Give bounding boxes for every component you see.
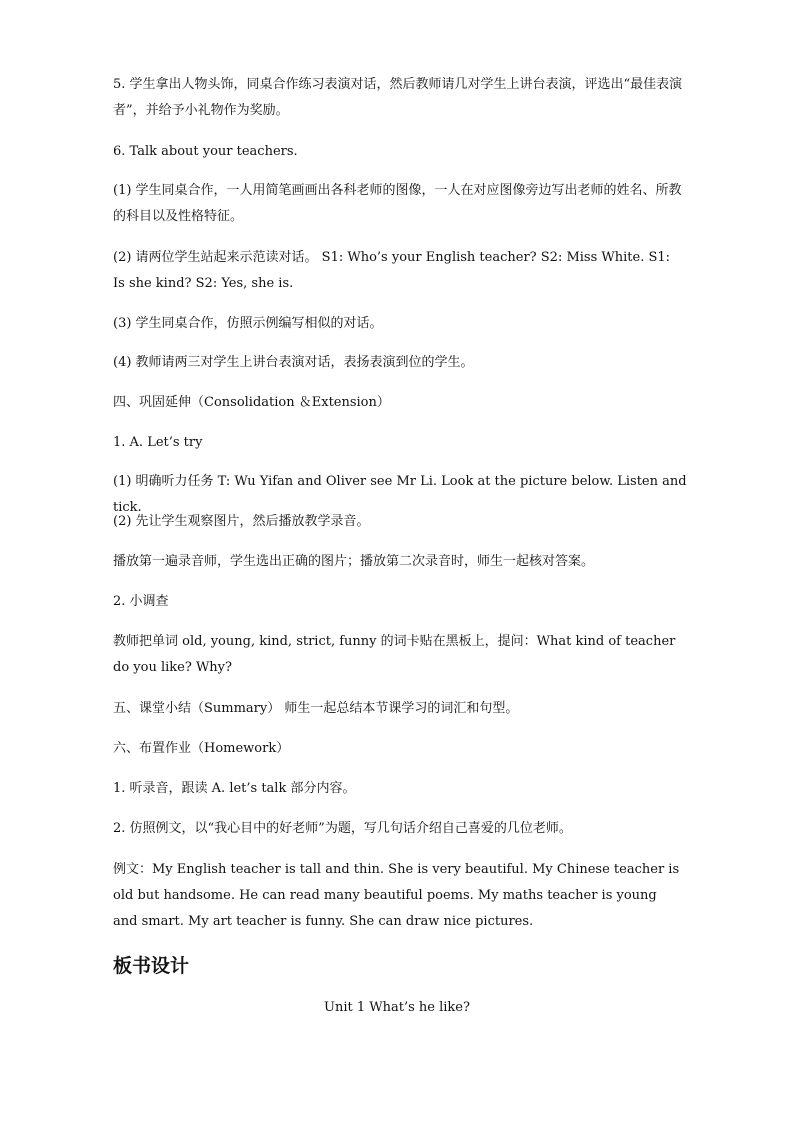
paragraph-observe: (2) 先让学生观察图片，然后播放教学录音。: [113, 514, 370, 529]
paragraph-homework-1: 1. 听录音，跟读 A. let’s talk 部分内容。: [113, 781, 356, 796]
paragraph-talk-teachers: 6. Talk about your teachers.: [113, 144, 298, 159]
paragraph-listening-task: (1) 明确听力任务 T: Wu Yifan and Oliver see Mr Li. Look at the picture below. Listen and tick.: [113, 474, 687, 515]
paragraph-survey: 2. 小调查: [113, 594, 169, 609]
board-design-heading: 板书设计: [113, 955, 190, 977]
paragraph-role-play: 5. 学生拿出人物头饰，同桌合作练习表演对话，然后教师请几对学生上讲台表演，评选出“最佳表演者”，并给予小礼物作为奖励。: [113, 77, 683, 118]
paragraph-step-4: (4) 教师请两三对学生上讲台表演对话，表扬表演到位的学生。: [113, 355, 474, 370]
paragraph-step-1: (1) 学生同桌合作，一人用简笔画画出各科老师的图像，一人在对应图像旁边写出老师的姓名、所教的科目以及性格特征。: [113, 183, 682, 224]
paragraph-word-cards: 教师把单词 old, young, kind, strict, funny 的词卡贴在黑板上，提问：What kind of teacher do you like? Why?: [113, 634, 676, 675]
paragraph-play-recording: 播放第一遍录音师，学生选出正确的图片；播放第二次录音时，师生一起核对答案。: [113, 554, 595, 569]
board-title: Unit 1 What’s he like?: [324, 1000, 470, 1015]
paragraph-step-2: (2) 请两位学生站起来示范读对话。 S1: Who’s your English teacher? S2: Miss White. S1: Is she kind? S2: Yes, she is.: [113, 250, 671, 291]
section-consolidation: 四、巩固延伸（Consolidation ＆Extension）: [113, 395, 390, 410]
paragraph-homework-2: 2. 仿照例文，以“我心目中的好老师”为题，写几句话介绍自己喜爱的几位老师。: [113, 821, 572, 836]
section-homework: 六、布置作业（Homework）: [113, 741, 290, 756]
paragraph-step-3: (3) 学生同桌合作，仿照示例编写相似的对话。: [113, 316, 383, 331]
paragraph-example: 例文：My English teacher is tall and thin. She is very beautiful. My Chinese teacher is old but handsome. He can read many beautiful poems. My maths teacher is young and smart. My art teacher is funny. She can draw nice pictures.: [113, 862, 680, 929]
paragraph-lets-try: 1. A. Let’s try: [113, 435, 203, 450]
section-summary: 五、课堂小结（Summary） 师生一起总结本节课学习的词汇和句型。: [113, 701, 519, 716]
